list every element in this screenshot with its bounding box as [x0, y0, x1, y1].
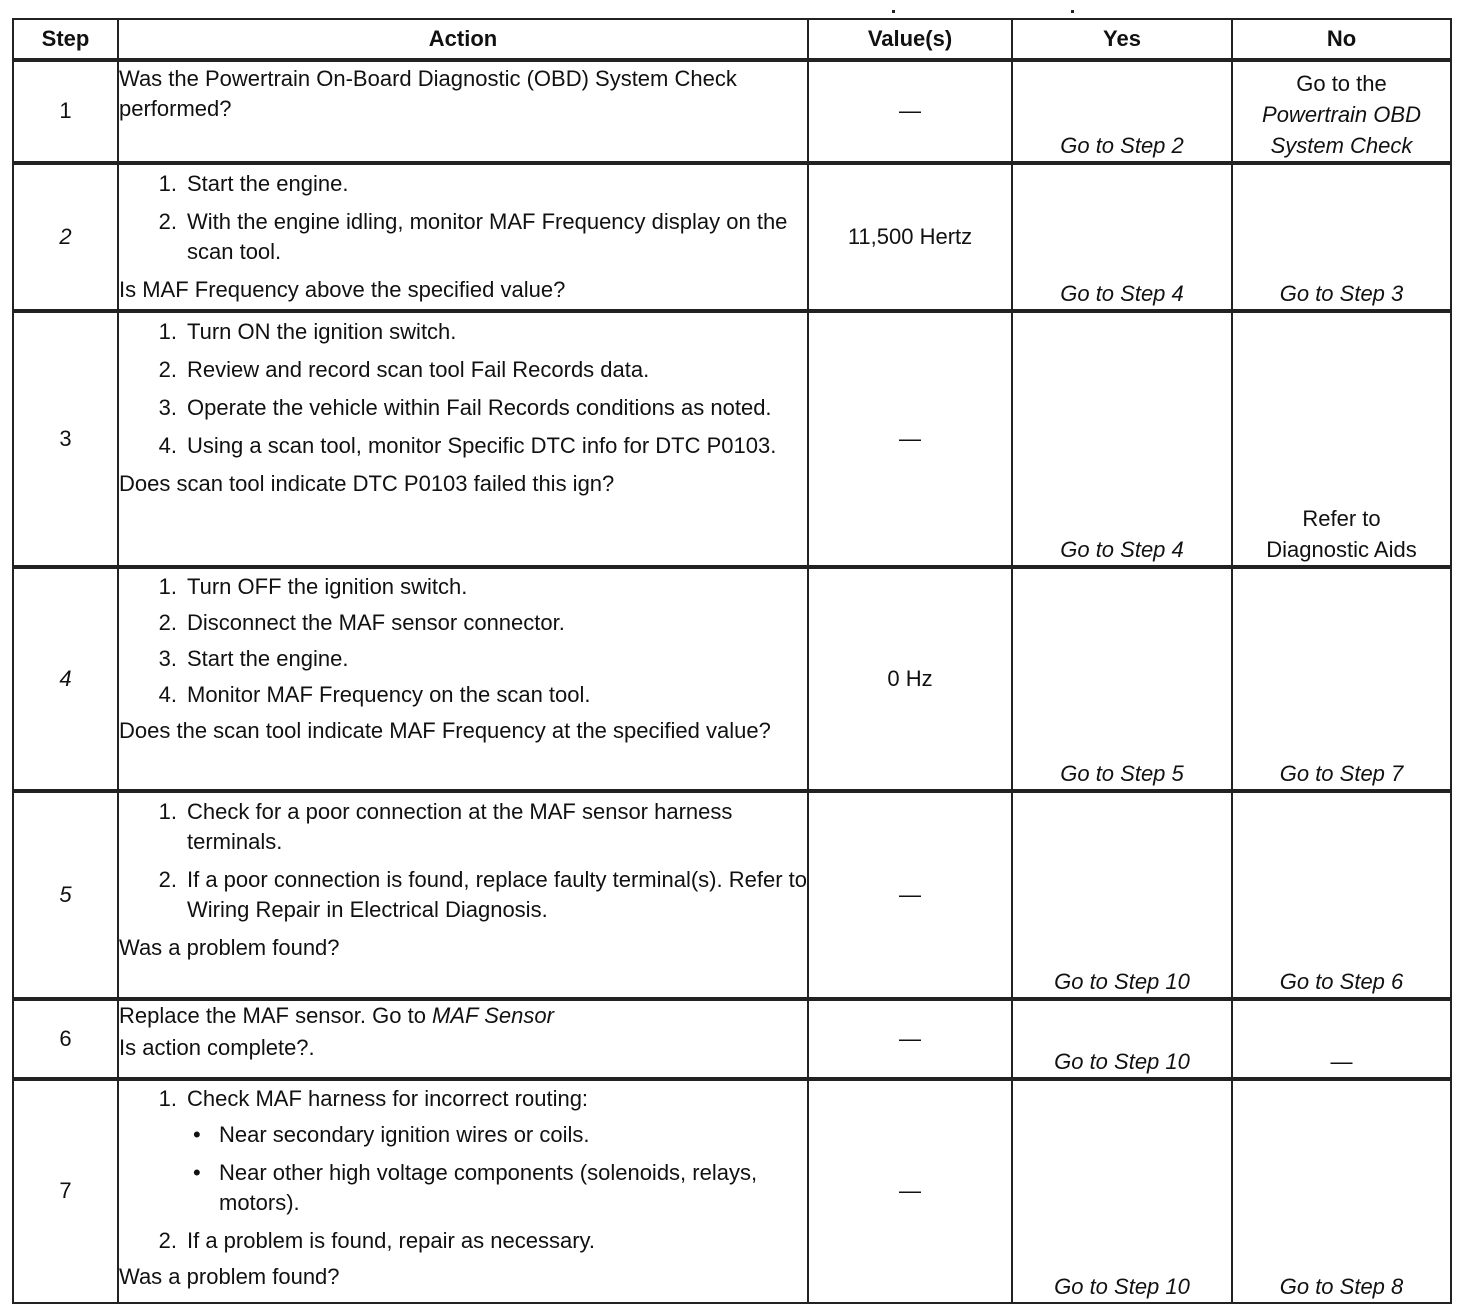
no-link[interactable]: System Check: [1270, 133, 1413, 158]
bullet-item: • Near other high voltage components (solenoids, relays, motors).: [193, 1160, 758, 1215]
step-number: 6: [13, 999, 118, 1079]
list-item: 4. Using a scan tool, monitor Specific DTC info for DTC P0103.: [158, 433, 777, 458]
step-text: Review and record scan tool Fail Records data.: [187, 357, 650, 382]
yes-link[interactable]: Go to Step 10: [1054, 969, 1190, 995]
action-cell: [118, 163, 808, 311]
yes-link[interactable]: Go to Step 2: [1060, 133, 1184, 159]
value-cell: —: [808, 999, 1012, 1079]
no-cell: [1232, 311, 1451, 567]
action-question: Is MAF Frequency above the specified value?: [119, 277, 566, 302]
yes-cell: [1012, 60, 1232, 163]
list-item: 2. Review and record scan tool Fail Records data.: [158, 357, 650, 382]
step-text: Check MAF harness for incorrect routing:: [187, 1086, 589, 1111]
list-item: 2. With the engine idling, monitor MAF Frequency display on the scan tool.: [158, 209, 788, 264]
no-cell: [1232, 567, 1451, 791]
step-text: Start the engine.: [187, 646, 349, 671]
step-number: 2: [13, 163, 118, 311]
value-cell: 0 Hz: [808, 567, 1012, 791]
action-cell: [118, 60, 808, 163]
table-row: [13, 60, 1451, 163]
no-link[interactable]: Powertrain OBD: [1262, 102, 1421, 127]
step-number: 3: [13, 311, 118, 567]
header-step: Step: [13, 19, 118, 60]
step-text: Using a scan tool, monitor Specific DTC info for DTC P0103.: [187, 433, 777, 458]
step-text: Disconnect the MAF sensor connector.: [187, 610, 565, 635]
step-text: Operate the vehicle within Fail Records conditions as noted.: [187, 395, 772, 420]
scan-speck: [892, 10, 895, 13]
yes-cell: [1012, 1079, 1232, 1303]
list-item: 3. Operate the vehicle within Fail Records conditions as noted.: [158, 395, 772, 420]
action-question: Does scan tool indicate DTC P0103 failed this ign?: [119, 471, 615, 496]
no-cell: [1232, 1079, 1451, 1303]
yes-cell: [1012, 999, 1232, 1079]
yes-cell: [1012, 163, 1232, 311]
list-item: 2. If a poor connection is found, replace faulty terminal(s). Refer to Wiring Repair in Electrical Diagnosis.: [158, 867, 807, 922]
step-text: Start the engine.: [187, 171, 349, 196]
yes-link[interactable]: Go to Step 10: [1054, 1049, 1190, 1075]
action-question: Does the scan tool indicate MAF Frequency at the specified value?: [119, 718, 771, 743]
step-number: 1: [13, 60, 118, 163]
table-row: [13, 1079, 1451, 1303]
step-text: Turn OFF the ignition switch.: [187, 574, 468, 599]
bullet-item: • Near secondary ignition wires or coils.: [187, 1120, 807, 1150]
action-question: Was a problem found?: [119, 935, 340, 960]
yes-link[interactable]: Go to Step 10: [1054, 1274, 1190, 1300]
scan-speck: [1071, 10, 1074, 13]
table-row: [13, 567, 1451, 791]
list-item: 1. Check MAF harness for incorrect routing: • Near secondary ignition wires or coils. • Near other high voltage components (solenoids, relays, motors).: [119, 1084, 807, 1218]
step-text: With the engine idling, monitor MAF Frequency display on the scan tool.: [187, 209, 788, 264]
no-cell: [1232, 999, 1451, 1079]
step-text: Turn ON the ignition switch.: [187, 319, 457, 344]
value-cell: —: [808, 311, 1012, 567]
action-question: Is action complete?.: [119, 1035, 315, 1060]
step-number: 4: [13, 567, 118, 791]
value-cell: —: [808, 60, 1012, 163]
action-cell: [118, 567, 808, 791]
action-cell: [118, 791, 808, 999]
step-text: If a problem is found, repair as necessary.: [187, 1228, 596, 1253]
table-row: [13, 163, 1451, 311]
maf-sensor-link[interactable]: MAF Sensor: [432, 1003, 554, 1028]
value-cell: 11,500 Hertz: [808, 163, 1012, 311]
no-value: —: [1330, 1049, 1353, 1075]
list-item: 1. Turn ON the ignition switch.: [158, 319, 457, 344]
list-item: 1. Check for a poor connection at the MAF sensor harness terminals.: [158, 799, 733, 854]
yes-cell: [1012, 791, 1232, 999]
action-cell: [118, 999, 808, 1079]
no-link[interactable]: Go to Step 8: [1279, 1274, 1404, 1300]
action-question: Was a problem found?: [119, 1264, 340, 1289]
yes-link[interactable]: Go to Step 4: [1060, 537, 1184, 563]
no-text: Go to the: [1296, 71, 1387, 96]
no-cell: [1232, 791, 1451, 999]
no-link[interactable]: Go to Step 3: [1279, 281, 1404, 307]
list-item: 1. Turn OFF the ignition switch.: [158, 574, 468, 599]
no-text: Refer to: [1302, 506, 1381, 531]
value-cell: —: [808, 791, 1012, 999]
step-text: Check for a poor connection at the MAF sensor harness terminals.: [187, 799, 733, 854]
table-row: [13, 311, 1451, 567]
list-item: 3. Start the engine.: [158, 646, 349, 671]
action-question: Was the Powertrain On-Board Diagnostic (OBD) System Check performed?: [119, 66, 737, 121]
no-link[interactable]: Go to Step 6: [1279, 969, 1404, 995]
step-number: 7: [13, 1079, 118, 1303]
step-number: 5: [13, 791, 118, 999]
list-item: 1. Start the engine.: [158, 171, 349, 196]
bullet-icon: •: [193, 1160, 201, 1185]
action-cell: [118, 1079, 808, 1303]
no-text[interactable]: Diagnostic Aids: [1266, 537, 1417, 562]
table-row: [13, 999, 1451, 1079]
no-cell: [1232, 163, 1451, 311]
yes-cell: [1012, 567, 1232, 791]
table-row: [13, 791, 1451, 999]
yes-link[interactable]: Go to Step 4: [1060, 281, 1184, 307]
yes-cell: [1012, 311, 1232, 567]
action-text: Replace the MAF sensor. Go to MAF Sensor: [119, 1003, 554, 1028]
step-text: Monitor MAF Frequency on the scan tool.: [187, 682, 591, 707]
list-item: 4. Monitor MAF Frequency on the scan tool.: [158, 682, 591, 707]
bullet-icon: •: [193, 1122, 201, 1147]
no-link[interactable]: Go to Step 7: [1279, 761, 1404, 787]
header-values: Value(s): [808, 19, 1012, 60]
step-text: If a poor connection is found, replace faulty terminal(s). Refer to Wiring Repair in Electrical Diagnosis.: [187, 867, 807, 922]
action-cell: [118, 311, 808, 567]
list-item: 2. If a problem is found, repair as necessary.: [158, 1228, 596, 1253]
header-row: [13, 19, 1451, 60]
no-cell: [1232, 60, 1451, 163]
yes-link[interactable]: Go to Step 5: [1060, 761, 1184, 787]
diagnostic-table: [12, 18, 1452, 1304]
list-item: 2. Disconnect the MAF sensor connector.: [158, 610, 565, 635]
header-yes: Yes: [1012, 19, 1232, 60]
value-cell: —: [808, 1079, 1012, 1303]
header-no: No: [1232, 19, 1451, 60]
header-action: Action: [118, 19, 808, 60]
